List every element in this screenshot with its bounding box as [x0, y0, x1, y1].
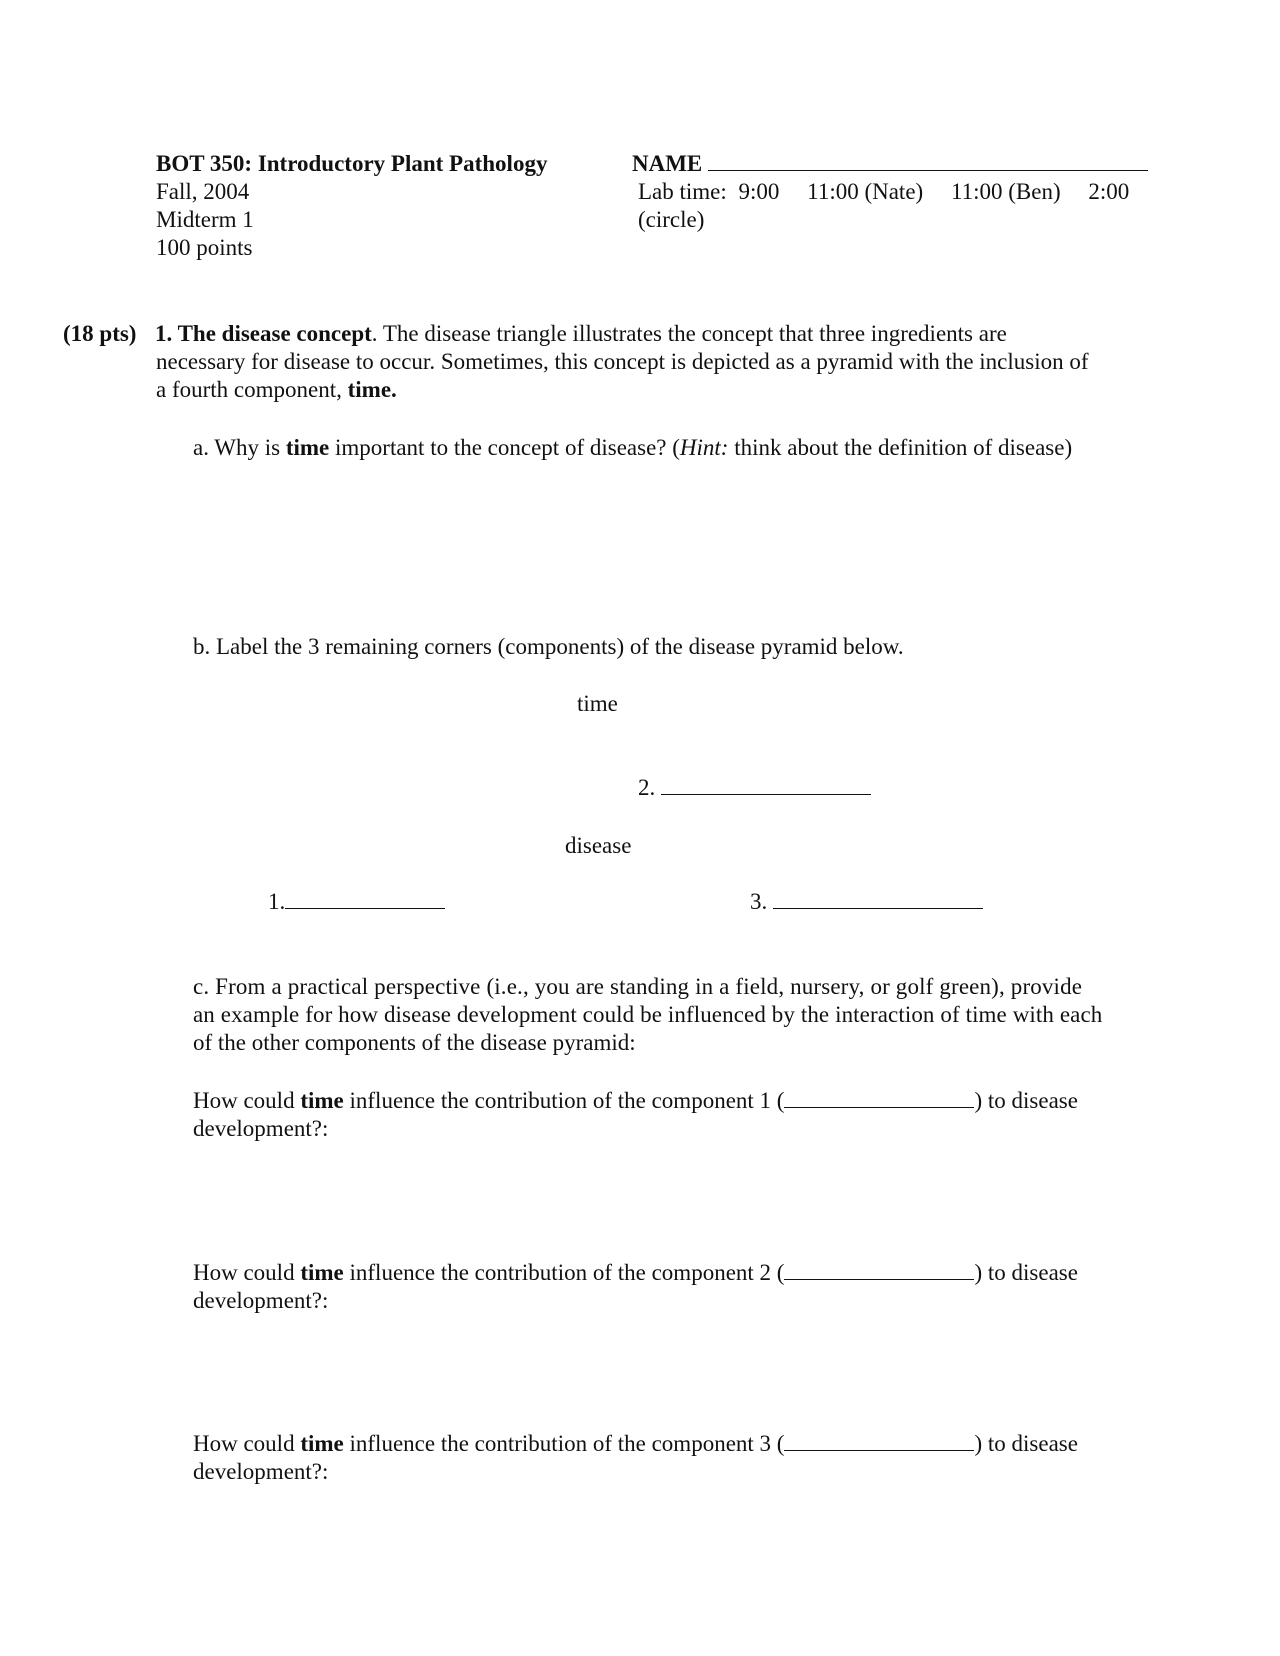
pyramid-top-label: time — [577, 691, 618, 716]
pyramid-corner-2[interactable]: 2. — [638, 774, 871, 802]
part-c-line3: of the other components of the disease pyramid: — [193, 1030, 636, 1055]
lab-time-row — [638, 178, 1129, 206]
lab-time-option[interactable]: 11:00 (Ben) — [950, 179, 1061, 204]
lab-time-option[interactable]: 9:00 — [738, 179, 780, 204]
component-2-blank[interactable] — [784, 1259, 974, 1280]
exam-name: Midterm 1 — [156, 207, 254, 232]
lab-time-option[interactable]: 2:00 — [1088, 179, 1130, 204]
pyramid-corner-3[interactable]: 3. — [750, 888, 983, 916]
question-intro-line2: necessary for disease to occur. Sometimes, this concept is depicted as a pyramid with the inclusion of — [156, 349, 1089, 374]
component-1-question: How could time influence the contribution of the component 1 ( ) to disease — [193, 1088, 1078, 1113]
name-blank[interactable] — [708, 150, 1148, 171]
lab-time-option[interactable]: 11:00 (Nate) — [807, 179, 924, 204]
component-3-question: How could time influence the contribution of the component 3 ( ) to disease — [193, 1431, 1078, 1456]
component-3-question-line2: development?: — [193, 1459, 329, 1484]
part-c-line1: c. From a practical perspective (i.e., you are standing in a field, nursery, or golf green), provide — [193, 974, 1083, 999]
corner-1-blank[interactable] — [285, 888, 445, 909]
corner-3-blank[interactable] — [773, 888, 983, 909]
component-3-blank[interactable] — [784, 1430, 974, 1451]
name-field[interactable]: NAME — [632, 150, 1148, 178]
total-points: 100 points — [156, 235, 253, 260]
question-intro-line1: 1. The disease concept. The disease triangle illustrates the concept that three ingredients are — [155, 321, 1007, 346]
lab-time-label: Lab time: — [638, 179, 727, 204]
pyramid-center-label: disease — [565, 833, 632, 858]
part-a-question: a. Why is time important to the concept of disease? (Hint: think about the definition of disease) — [193, 435, 1073, 460]
term: Fall, 2004 — [156, 179, 250, 204]
circle-note: (circle) — [638, 207, 705, 232]
part-c-line2: an example for how disease development could be influenced by the interaction of time with each — [193, 1002, 1103, 1027]
component-1-blank[interactable] — [784, 1087, 974, 1108]
course-title: BOT 350: Introductory Plant Pathology — [156, 151, 548, 176]
part-b-instruction: b. Label the 3 remaining corners (components) of the disease pyramid below. — [193, 634, 904, 659]
component-2-question-line2: development?: — [193, 1288, 329, 1313]
corner-2-blank[interactable] — [661, 774, 871, 795]
question-intro-line3: a fourth component, time. — [156, 377, 397, 402]
question-title: 1. The disease concept — [155, 321, 372, 346]
question-points: (18 pts) — [63, 321, 137, 346]
component-1-question-line2: development?: — [193, 1116, 329, 1141]
pyramid-corner-1[interactable]: 1. — [268, 888, 445, 916]
component-2-question: How could time influence the contribution of the component 2 ( ) to disease — [193, 1260, 1078, 1285]
